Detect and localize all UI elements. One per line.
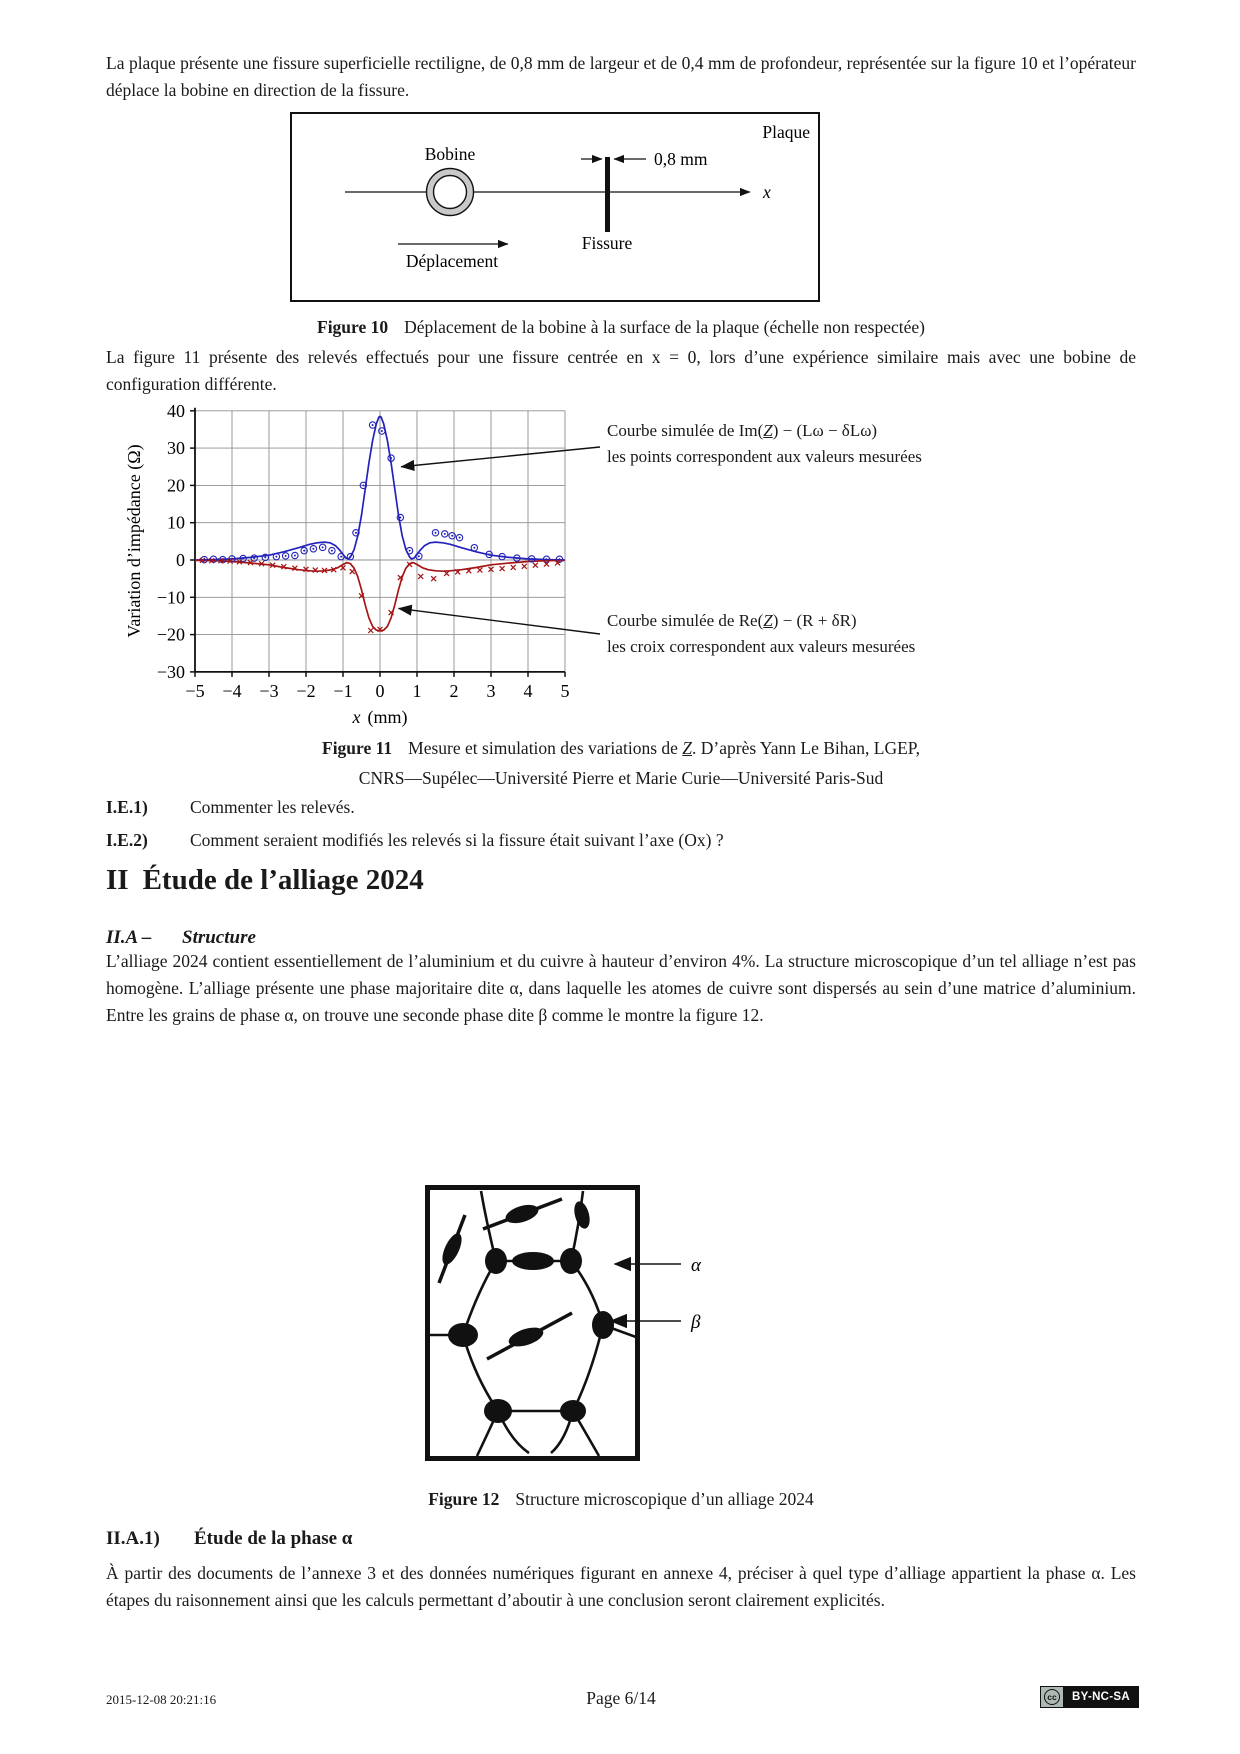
svg-text:−20: −20: [156, 624, 185, 645]
chart-xlabel-unit: (mm): [367, 707, 408, 727]
figure11-caption-line1: Figure 11 Mesure et simulation des variations de Z. D’après Yann Le Bihan, LGEP,: [322, 738, 920, 758]
svg-text:0: 0: [375, 680, 385, 701]
svg-text:−1: −1: [333, 680, 353, 701]
figure10-caption: [106, 312, 1136, 342]
cc-icon: cc: [1041, 1687, 1064, 1707]
svg-text:30: 30: [167, 438, 185, 459]
svg-text:1: 1: [412, 680, 422, 701]
bobine-label: Bobine: [424, 144, 476, 164]
legend-re: [607, 608, 1037, 660]
section2A1-paragraph: À partir des documents de l’annexe 3 et des données numériques figurant en annexe 4, préciser à quel type d’alliage appartient la phase α. Les étapes du raisonnement ainsi que les calculs permettant d’aboutir à une conclusion seront clairement explicités.: [106, 1563, 1136, 1610]
figure11-block: [0, 400, 1240, 740]
figure12-micrograph: [425, 1185, 755, 1465]
svg-text:−3: −3: [259, 680, 279, 701]
section2A-heading: II.A – Structure: [106, 927, 256, 948]
chart-xlabel: [352, 707, 408, 728]
svg-text:5: 5: [560, 680, 570, 701]
legend-im-line1: Courbe simulée de Im(Z) − (Lω − δLω): [607, 421, 878, 440]
section2-heading: II Étude de l’alliage 2024: [106, 864, 424, 896]
x-axis-label: x: [763, 182, 771, 202]
chart-ylabel: Variation d’impédance (Ω): [124, 444, 144, 638]
crack-width-label: 0,8 mm: [654, 149, 708, 169]
cc-license-text: BY-NC-SA: [1064, 1687, 1138, 1707]
svg-text:40: 40: [167, 400, 185, 421]
figure11-caption: [106, 733, 1136, 793]
svg-text:10: 10: [167, 512, 185, 533]
plate-outline: [291, 113, 819, 301]
svg-text:0: 0: [176, 550, 185, 570]
legend-re-line2: les croix correspondent aux valeurs mesurées: [607, 637, 916, 656]
intro-paragraph: La plaque présente une fissure superficielle rectiligne, de 0,8 mm de largeur et de 0,4 mm de profondeur, représentée sur la figure 10 et l’opérateur déplace la bobine en direction de la fissure.: [106, 53, 1136, 100]
svg-text:2: 2: [449, 680, 459, 701]
legend-im: [607, 418, 1037, 470]
plaque-label: Plaque: [762, 122, 810, 142]
figure10-caption-label: Figure 10: [317, 317, 389, 337]
svg-text:4: 4: [523, 680, 533, 701]
svg-text:−4: −4: [222, 680, 242, 701]
svg-text:3: 3: [486, 680, 496, 701]
section2A-paragraph: L’alliage 2024 contient essentiellement de l’aluminium et du cuivre à hauteur d’environ 4%. La structure microscopique d’un tel alliage n’est pas homogène. L’alliage présente une phase majoritaire dite α, dans laquelle les atomes de cuivre sont dispersés au sein d’une matrice d’aluminium. Entre les grains de phase α, on trouve une seconde phase dite β comme le montre la figure 12.: [106, 951, 1136, 1025]
svg-text:−30: −30: [156, 661, 185, 682]
alpha-label: α: [691, 1255, 701, 1276]
question-IE2: I.E.2) Comment seraient modifiés les relevés si la fissure était suivant l’axe (Ox) ?: [106, 830, 724, 850]
coil-inner-ring: [434, 176, 467, 209]
legend-re-line1: Courbe simulée de Re(Z) − (R + δR): [607, 611, 857, 630]
footer-timestamp: 2015-12-08 20:21:16: [106, 1692, 217, 1707]
beta-label: β: [691, 1312, 701, 1333]
svg-text:20: 20: [167, 475, 185, 496]
legend-im-line2: les points correspondent aux valeurs mesurées: [607, 447, 922, 466]
svg-text:−10: −10: [156, 587, 185, 608]
footer-page-number: Page 6/14: [586, 1688, 656, 1708]
chart-xlabel-var: x: [352, 707, 361, 727]
figure10-caption-text: Déplacement de la bobine à la surface de la plaque (échelle non respectée): [404, 317, 925, 337]
figure11-caption-line2: CNRS—Supélec—Université Pierre et Marie Curie—Université Paris-Sud: [358, 768, 884, 788]
crack-bar: [605, 157, 610, 232]
svg-text:−2: −2: [296, 680, 316, 701]
figure12-caption: Figure 12 Structure microscopique d’un alliage 2024: [428, 1489, 814, 1509]
svg-text:−5: −5: [185, 680, 205, 701]
question-IE1: I.E.1) Commenter les relevés.: [106, 797, 355, 817]
section2A1-heading: II.A.1) Étude de la phase α: [106, 1528, 353, 1549]
figure10-diagram: [290, 112, 820, 302]
cc-license-badge: [1040, 1686, 1139, 1708]
deplacement-label: Déplacement: [405, 251, 499, 271]
paragraph-figure11-intro: La figure 11 présente des relevés effectués pour une fissure centrée en x = 0, lors d’une expérience similaire mais avec une bobine de configuration différente.: [106, 347, 1136, 394]
fissure-label: Fissure: [581, 233, 633, 253]
